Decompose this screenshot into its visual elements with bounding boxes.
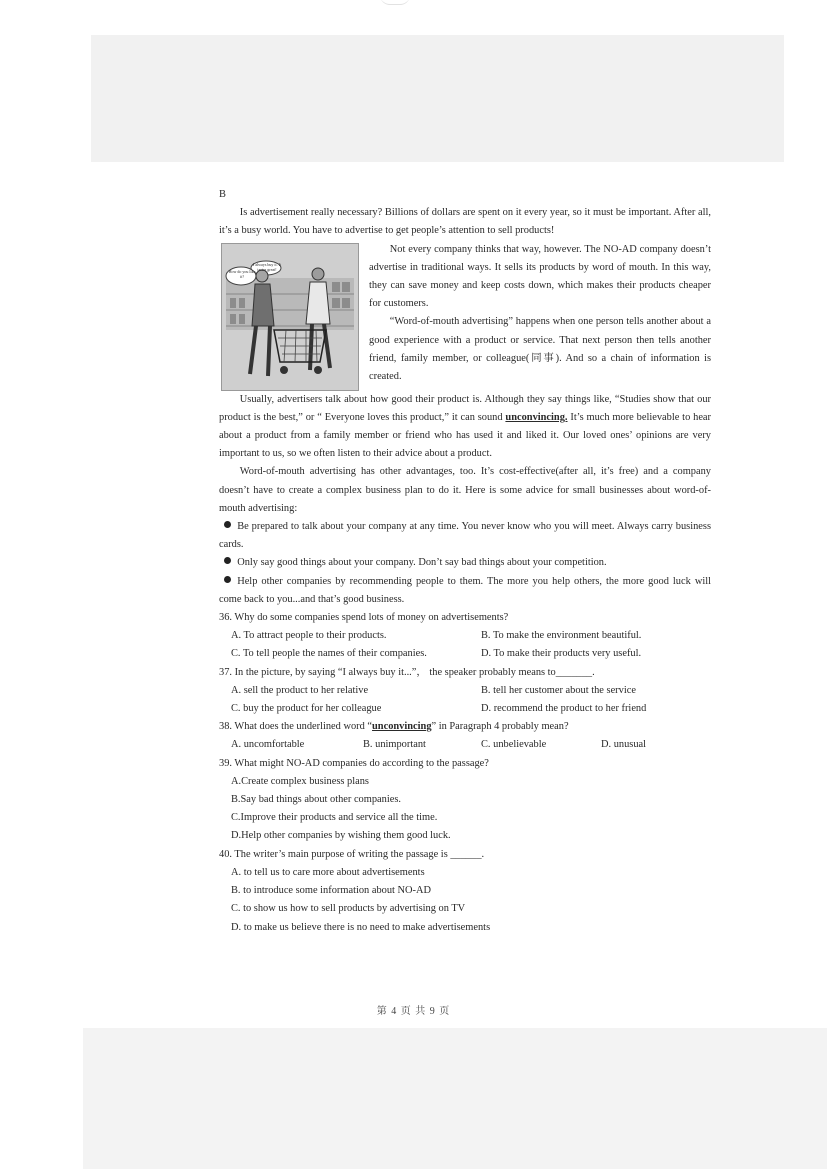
shopping-illustration [221, 243, 359, 391]
advice-text-2: Only say good things about your company. Don’t say bad things about your competition. [237, 557, 607, 569]
advice-text-1: Be prepared to talk about your company at any time. You never know who you will meet. Always carry business cards. [219, 521, 711, 551]
question-37-stem: 37. In the picture, by saying “I always buy it...”， the speaker probably means to_______. [219, 666, 595, 678]
q38-option-a: A. uncomfortable [231, 739, 305, 751]
question-36-stem: 36. Why do some companies spend lots of money on advertisements? [219, 612, 509, 624]
question-37-options-row-1 [219, 682, 711, 700]
q37-option-a: A. sell the product to her relative [231, 684, 369, 696]
bullet-icon [224, 521, 231, 528]
advice-bullet-1 [219, 518, 711, 554]
q38-option-c: C. unbelievable [481, 739, 547, 751]
q39-option-a: A.Create complex business plans [231, 775, 369, 787]
exam-page-content [219, 186, 711, 937]
advice-bullet-3 [219, 573, 711, 609]
question-36-options-row-2 [219, 645, 711, 663]
top-scan-mark [380, 0, 410, 5]
paragraph-5: Word-of-mouth advertising has other advantages, too. It’s cost-effective(after all, it’s free) and a company doesn’t have to create a complex business plan to do it. Here is some advice for small businesses about word-of-mouth advertising: [219, 466, 711, 514]
q40-option-b: B. to introduce some information about NO-AD [231, 885, 431, 897]
q38-option-b: B. unimportant [363, 739, 426, 751]
q39-option-d: D.Help other companies by wishing them good luck. [231, 830, 451, 842]
q38-option-d: D. unusual [601, 739, 647, 751]
q40-option-a: A. to tell us to care more about advertisements [231, 866, 425, 878]
underlined-word-unconvincing: unconvincing. [505, 411, 568, 423]
shopping-illustration-drawing [222, 244, 358, 390]
question-36-options-row-1 [219, 627, 711, 645]
speech-bubble-right: I always buy it. It tastes great! [252, 261, 282, 272]
advice-bullet-2 [219, 554, 711, 572]
paragraph-4 [219, 391, 711, 464]
q38-underlined-word: unconvincing [372, 721, 432, 733]
q37-option-d: D. recommend the product to her friend [481, 703, 647, 715]
question-40-stem: 40. The writer’s main purpose of writing the passage is ______. [219, 848, 485, 860]
scan-shadow-top [91, 35, 784, 162]
paragraph-4-part-2: It’s much more believable to hear about a product from a family member or friend who has used it and liked it. Our loved ones’ opinions are very important to us, so we often listen to their advice about a product. [219, 411, 711, 460]
q36-option-b: B. To make the environment beautiful. [481, 630, 642, 642]
q39-option-b: B.Say bad things about other companies. [231, 794, 401, 806]
q40-option-d: D. to make us believe there is no need to make advertisements [231, 921, 491, 933]
q36-option-d: D. To make their products very useful. [481, 648, 642, 660]
advice-text-3: Help other companies by recommending people to them. The more you help others, the more good luck will come back to you...and that’s good business. [219, 575, 711, 605]
section-heading: B [219, 189, 226, 200]
paragraph-3: “Word-of-mouth advertising” happens when one person tells another about a good experience with a product or service. That next person then tells another friend, family member, or colleague(同事). And so a chain of information is created. [369, 316, 711, 383]
bullet-icon [224, 576, 231, 583]
question-38-options [219, 736, 711, 754]
paragraph-1: Is advertisement really necessary? Billions of dollars are spent on it every year, so it must be important. After all, it’s a busy world. You have to advertise to get people’s attention to sell products! [219, 207, 711, 237]
page-number-footer: 第 4 页 共 9 页 [376, 1006, 451, 1017]
q37-option-b: B. tell her customer about the service [481, 684, 636, 696]
q36-option-c: C. To tell people the names of their companies. [231, 648, 427, 660]
q38-stem-part-1: 38. What does the underlined word “ [219, 721, 373, 733]
paragraph-2: Not every company thinks that way, however. The NO-AD company doesn’t advertise in traditional ways. It sells its products by word of mouth. In this way, they can save money and keep costs down, which makes their products cheaper for customers. [369, 243, 711, 310]
paragraph-4-part-1: Usually, advertisers talk about how good their product is. Although they say things like, “Studies show that our product is the best,” or “ Everyone loves this product,” it can sound [219, 393, 711, 423]
q40-option-c: C. to show us how to sell products by advertising on TV [231, 903, 466, 915]
speech-bubble-left: How do you like it? [228, 268, 256, 279]
bullet-icon [224, 557, 231, 564]
q36-option-a: A. To attract people to their products. [231, 630, 387, 642]
question-39-stem: 39. What might NO-AD companies do according to the passage? [219, 757, 489, 769]
question-37-options-row-2 [219, 700, 711, 718]
q39-option-c: C.Improve their products and service all the time. [231, 812, 438, 824]
q37-option-c: C. buy the product for her colleague [231, 703, 382, 715]
q38-stem-part-2: ” in Paragraph 4 probably mean? [431, 721, 569, 733]
scan-shadow-bottom [83, 1028, 827, 1169]
question-38-stem [219, 718, 711, 736]
